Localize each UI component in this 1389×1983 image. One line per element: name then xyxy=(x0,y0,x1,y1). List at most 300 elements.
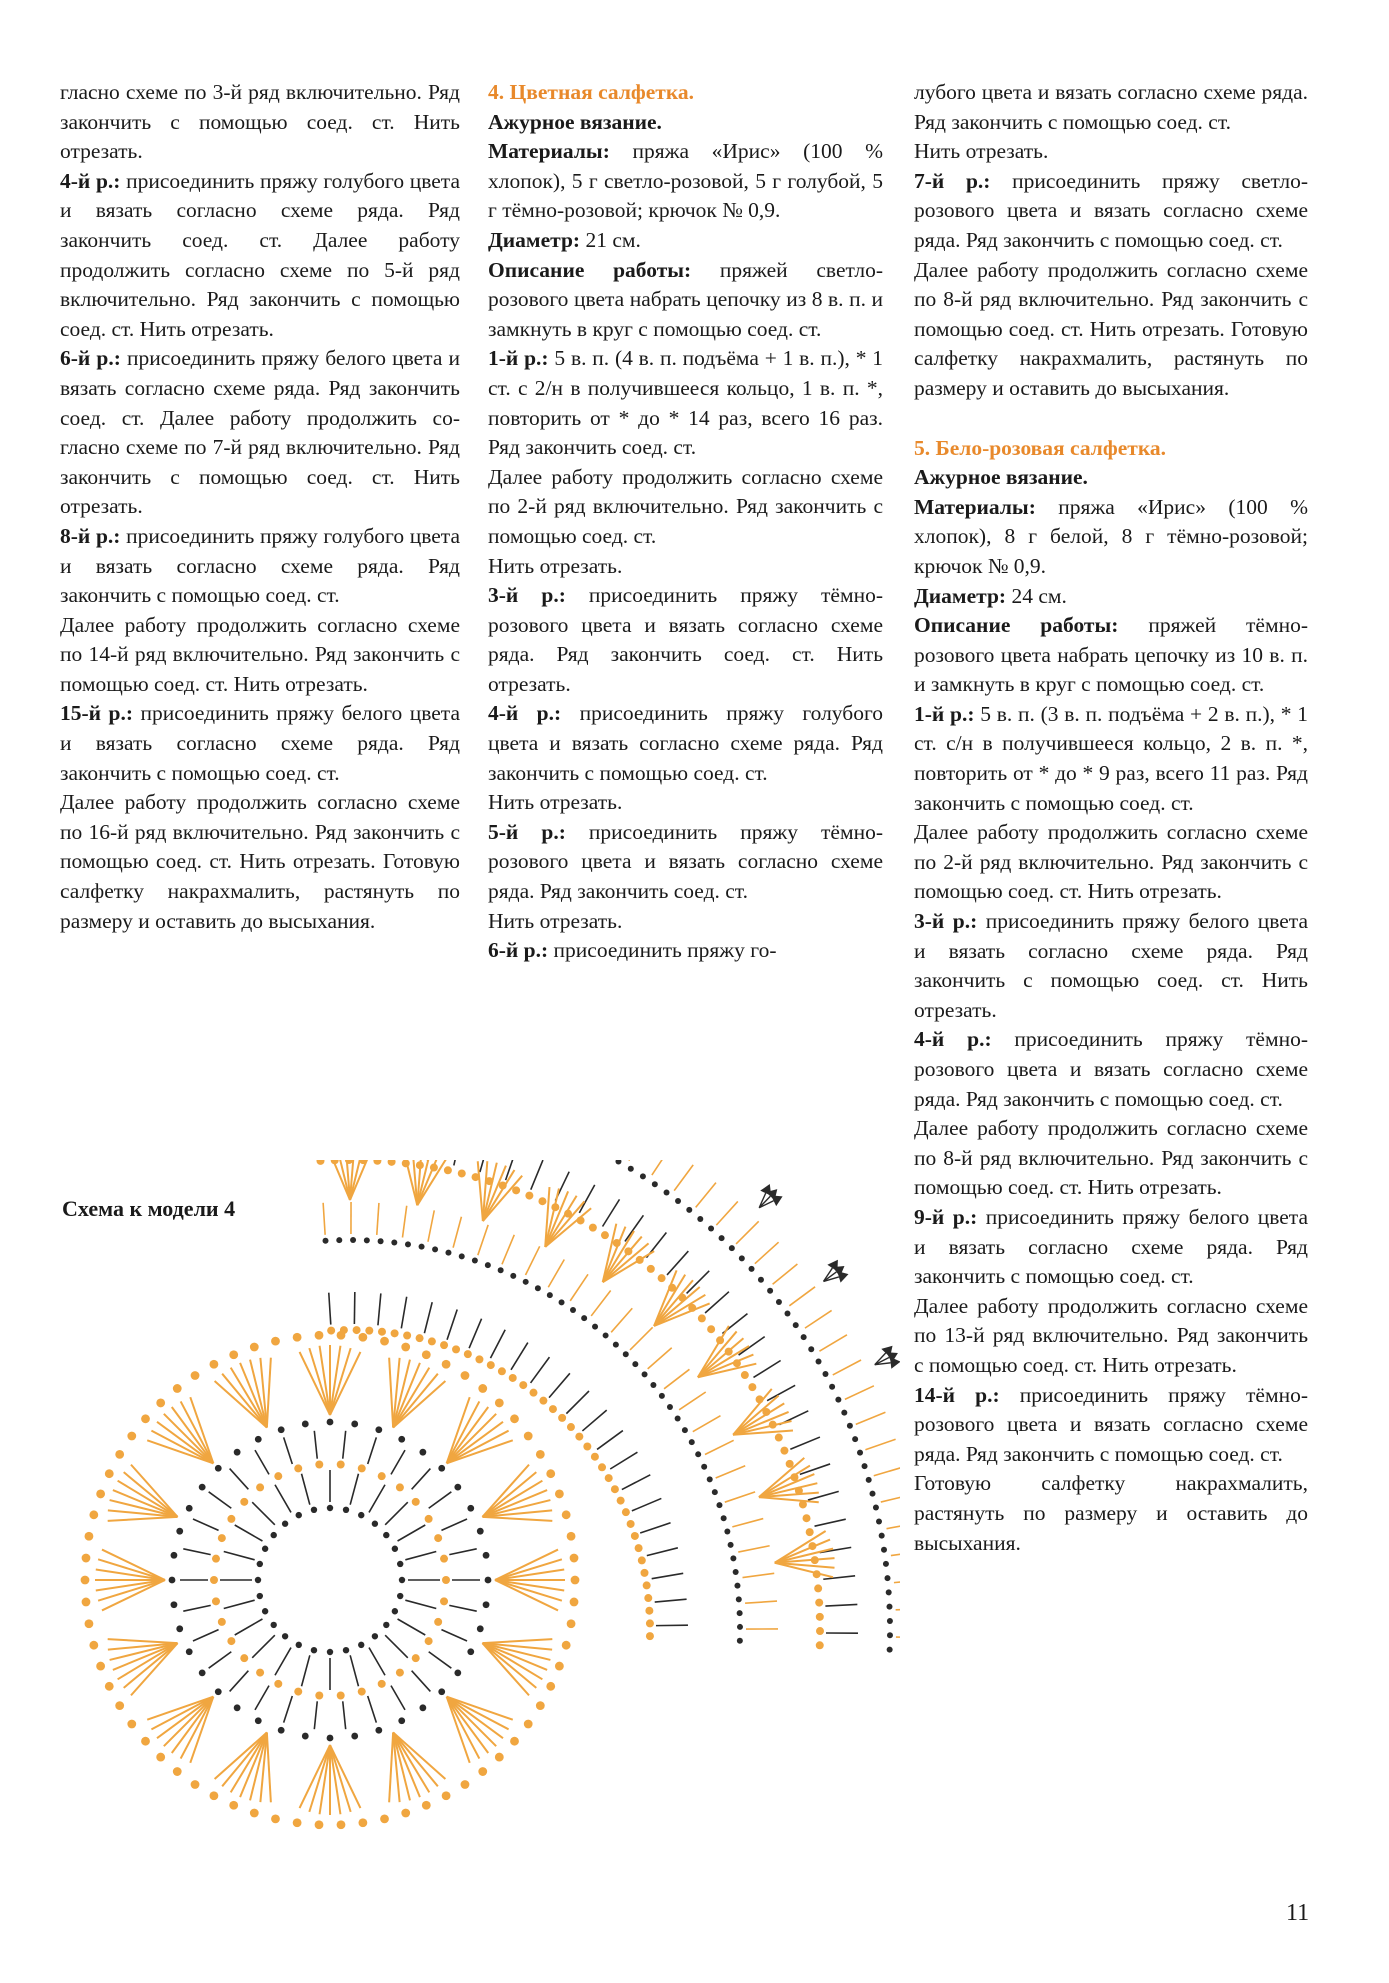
chain-stitch-dot xyxy=(536,1701,545,1710)
fan-stitch xyxy=(98,1559,165,1580)
chain-stitch-dot xyxy=(401,1343,410,1352)
chain-stitch-dot xyxy=(730,1555,736,1561)
chain-stitch-dot xyxy=(570,1598,579,1607)
stitch-line xyxy=(209,1492,232,1508)
chain-stitch-dot xyxy=(495,1399,504,1408)
paragraph-text: присоединить пряжу тёмно-розового цвета и вязать согласно схеме ряда. Ряд закончить с помощью соед. ст. xyxy=(914,1382,1308,1466)
stitch-line xyxy=(252,1502,275,1525)
stitch-line xyxy=(449,1605,476,1611)
chain-stitch-dot xyxy=(262,1608,268,1614)
chain-stitch-dot xyxy=(627,1520,635,1528)
chain-stitch-dot xyxy=(296,1512,302,1518)
stitch-line xyxy=(526,1246,540,1275)
stitch-line xyxy=(302,1474,310,1505)
fan-stitch xyxy=(482,1639,552,1643)
page-number: 11 xyxy=(1286,1900,1310,1926)
fan-stitch xyxy=(172,1697,214,1753)
stitch-line xyxy=(255,1450,269,1474)
chain-stitch-dot xyxy=(250,1809,259,1818)
chain-stitch-dot xyxy=(708,1225,714,1231)
chain-stitch-dot xyxy=(327,1649,333,1655)
paragraph xyxy=(488,552,883,582)
fan-stitch xyxy=(545,1196,576,1247)
stitch-line xyxy=(385,1502,408,1525)
chain-stitch-dot xyxy=(323,1238,329,1244)
chain-stitch-dot xyxy=(399,1577,405,1583)
fan-stitch xyxy=(215,1732,267,1779)
paragraph-text: присоединить пряжу тёмно-розового цвета и вязать согласно схеме ряда. Ряд закончить соед. ст. xyxy=(488,819,883,904)
paragraph xyxy=(488,581,883,699)
stitch-line xyxy=(490,1330,505,1358)
fan-stitch xyxy=(164,1414,213,1463)
chain-stitch-dot xyxy=(432,1246,438,1252)
chain-stitch-dot xyxy=(337,1692,345,1700)
chain-stitch-dot xyxy=(658,1274,666,1282)
chain-stitch-dot xyxy=(212,1597,220,1605)
chain-stitch-dot xyxy=(191,1780,200,1789)
chain-stitch-dot xyxy=(358,1464,366,1472)
chain-stitch-dot xyxy=(642,1371,648,1377)
chain-stitch-dot xyxy=(256,1669,264,1677)
chain-stitch-dot xyxy=(601,1231,609,1239)
paragraph xyxy=(488,907,883,937)
stitch-line xyxy=(833,1360,861,1375)
chain-stitch-dot xyxy=(440,1555,448,1563)
stitch-line xyxy=(789,1287,815,1306)
chain-stitch-dot xyxy=(675,1415,681,1421)
stitch-line xyxy=(640,1523,670,1533)
stitch-line xyxy=(252,1635,275,1658)
chain-stitch-dot xyxy=(866,1477,872,1483)
stitch-line xyxy=(429,1652,452,1668)
fan-stitch xyxy=(215,1381,267,1428)
chain-stitch-dot xyxy=(767,1288,773,1294)
stitch-line xyxy=(511,1343,528,1370)
stitch-line xyxy=(716,1466,746,1478)
chain-stitch-dot xyxy=(483,1601,490,1608)
stitch-line xyxy=(391,1450,405,1474)
paragraph-text: Далее работу продолжить согласно схеме по 14-й ряд включительно. Ряд закончить с помощью соед. ст. Нить отрезать. xyxy=(60,612,460,696)
stitch-line xyxy=(377,1203,379,1235)
chain-stitch-dot xyxy=(510,1273,516,1279)
chain-stitch-dot xyxy=(412,1498,420,1506)
stitch-line xyxy=(819,1335,847,1351)
chain-stitch-dot xyxy=(786,1460,794,1468)
chain-stitch-dot xyxy=(487,1361,495,1369)
paragraph-text: пряжей светло-розового цвета набрать цепочку из 8 в. п. и замкнуть в круг с помощью соед. ст. xyxy=(488,257,883,341)
paragraph xyxy=(914,137,1308,167)
stitch-line xyxy=(566,1391,589,1414)
stitch-line xyxy=(687,1271,710,1294)
chain-stitch-dot xyxy=(293,1818,302,1827)
fan-stitch xyxy=(447,1422,503,1464)
materials-text: пряжа «Ирис» (100 % хлопок), 8 г белой, 8 г тёмно-розовой; крючок № 0,9. xyxy=(914,494,1308,578)
chain-stitch-dot xyxy=(712,1489,718,1495)
chain-stitch-dot xyxy=(419,1704,426,1711)
stitch-line xyxy=(478,1225,488,1255)
chain-stitch-dot xyxy=(707,1476,713,1482)
chain-stitch-dot xyxy=(748,1383,756,1391)
stitch-line xyxy=(696,1183,716,1208)
section-title: 4. Цветная салфетка. xyxy=(488,80,695,104)
chain-stitch-dot xyxy=(615,1160,621,1164)
chain-stitch-dot xyxy=(567,1423,575,1431)
chain-stitch-dot xyxy=(464,1350,472,1358)
paragraph xyxy=(488,818,883,907)
chain-stitch-dot xyxy=(212,1555,220,1563)
stitch-line xyxy=(343,1431,346,1459)
chain-stitch-dot xyxy=(749,1266,755,1272)
stitch-line xyxy=(679,1392,706,1410)
chain-stitch-dot xyxy=(392,1546,398,1552)
chain-stitch-dot xyxy=(724,1529,730,1535)
chain-stitch-dot xyxy=(483,1552,490,1559)
stitch-line xyxy=(815,1519,846,1526)
row-label: 4-й р.: xyxy=(60,168,121,193)
chain-stitch-dot xyxy=(454,1484,461,1491)
stitch-line xyxy=(582,1410,606,1431)
chain-stitch-dot xyxy=(721,1515,727,1521)
diameter-text: 24 см. xyxy=(1006,583,1067,608)
chain-stitch-dot xyxy=(199,1484,206,1491)
chain-stitch-dot xyxy=(622,1508,630,1516)
chain-stitch-dot xyxy=(603,1332,609,1338)
chain-stitch-dot xyxy=(535,1285,541,1291)
chain-stitch-dot xyxy=(652,1181,658,1187)
chain-stitch-dot xyxy=(416,1334,424,1342)
stitch-line xyxy=(424,1302,432,1333)
chain-stitch-dot xyxy=(127,1432,136,1441)
paragraph-text: присоединить пряжу белого цвета и вязать согласно схеме ряда. Ряд закончить с помощью соед. ст. xyxy=(914,1204,1309,1289)
stitch-line xyxy=(368,1696,377,1723)
chain-stitch-dot xyxy=(495,1753,504,1762)
stitch-line xyxy=(224,1600,255,1608)
stitch-line xyxy=(209,1652,232,1668)
stitch-line xyxy=(743,1573,775,1577)
stitch-line xyxy=(255,1686,269,1710)
chain-stitch-dot xyxy=(741,1371,749,1379)
paragraph xyxy=(914,1025,1308,1114)
paragraph xyxy=(914,78,1308,137)
stitch-line xyxy=(412,1671,431,1692)
chain-stitch-dot xyxy=(169,1577,176,1584)
stitch-line xyxy=(284,1437,293,1464)
paragraph xyxy=(488,788,883,818)
chain-stitch-dot xyxy=(523,1279,529,1285)
chain-stitch-dot xyxy=(478,1767,487,1776)
chain-stitch-dot xyxy=(274,1680,282,1688)
chain-stitch-dot xyxy=(398,1436,405,1443)
paragraph xyxy=(914,1292,1308,1381)
chain-stitch-dot xyxy=(862,1463,868,1469)
row-label: 15-й р.: xyxy=(60,701,134,726)
chain-stitch-dot xyxy=(141,1737,150,1746)
chain-stitch-dot xyxy=(716,1502,722,1508)
chain-stitch-dot xyxy=(689,1439,695,1445)
chain-stitch-dot xyxy=(250,1343,259,1352)
chain-stitch-dot xyxy=(397,1561,403,1567)
chain-stitch-dot xyxy=(422,1350,431,1359)
chain-stitch-dot xyxy=(425,1637,433,1645)
stitch-line xyxy=(693,1416,721,1432)
chain-stitch-dot xyxy=(340,1326,348,1334)
chain-stitch-dot xyxy=(645,1607,653,1615)
chain-stitch-dot xyxy=(398,1717,405,1724)
chain-stitch-dot xyxy=(358,1333,367,1342)
chain-stitch-dot xyxy=(127,1720,136,1729)
chain-stitch-dot xyxy=(644,1594,652,1602)
chain-stitch-dot xyxy=(383,1532,389,1538)
chain-stitch-dot xyxy=(171,1552,178,1559)
paragraph-text: Далее работу продолжить согласно схеме по 13-й ряд включительно. Ряд закончить с помощью соед. ст. Нить отрезать. xyxy=(914,1293,1308,1377)
picot-stem xyxy=(759,1196,770,1207)
chain-stitch-dot xyxy=(282,1633,288,1639)
chain-stitch-dot xyxy=(776,1299,782,1305)
stitch-line xyxy=(630,1327,653,1350)
stitch-line xyxy=(632,1498,661,1510)
chain-stitch-dot xyxy=(478,1384,487,1393)
stitch-line xyxy=(275,1648,291,1676)
fan-stitch xyxy=(108,1517,178,1521)
stitch-line xyxy=(429,1492,452,1508)
chain-stitch-dot xyxy=(816,1627,824,1635)
stitch-line xyxy=(549,1373,570,1397)
chain-stitch-dot xyxy=(646,1619,654,1627)
chain-stitch-dot xyxy=(392,1608,398,1614)
chain-stitch-dot xyxy=(257,1561,263,1567)
paragraph-text: Далее работу продолжить согласно схеме по 2-й ряд включительно. Ряд закончить с помощью соед. ст. xyxy=(488,464,883,548)
chain-stitch-dot xyxy=(664,1190,670,1196)
chain-stitch-dot xyxy=(822,1371,828,1377)
stitch-line xyxy=(570,1274,588,1301)
stitch-line xyxy=(597,1431,623,1450)
chain-stitch-dot xyxy=(485,1577,492,1584)
paragraph-text: лубого цвета и вязать согласно схеме ряда. Ряд закончить с помощью соед. ст. xyxy=(914,80,1308,134)
chain-stitch-dot xyxy=(419,1244,425,1250)
chain-stitch-dot xyxy=(327,1419,334,1426)
chain-stitch-dot xyxy=(218,1618,226,1626)
chain-stitch-dot xyxy=(559,1299,565,1305)
chain-stitch-dot xyxy=(327,1505,333,1511)
chain-stitch-dot xyxy=(605,1474,613,1482)
chain-stitch-dot xyxy=(524,1432,533,1441)
diameter xyxy=(488,226,883,256)
chain-stitch-dot xyxy=(638,1556,646,1564)
materials-label: Материалы: xyxy=(488,139,610,164)
chain-stitch-dot xyxy=(737,1624,743,1630)
chain-stitch-dot xyxy=(524,1720,533,1729)
paragraph-text: присоединить пряжу голубого цвета и вязать согласно схеме ряда. Ряд закончить с помощью соед. ст. xyxy=(488,701,883,785)
paragraph xyxy=(60,344,460,522)
stitch-line xyxy=(405,1552,436,1560)
section-subtitle: Ажурное вязание. xyxy=(914,465,1088,490)
chain-stitch-dot xyxy=(485,1262,491,1268)
paragraph xyxy=(914,907,1308,1025)
chain-stitch-dot xyxy=(302,1733,309,1740)
chain-stitch-dot xyxy=(96,1662,105,1671)
chain-stitch-dot xyxy=(461,1780,470,1789)
chain-stitch-dot xyxy=(659,1393,665,1399)
chain-stitch-dot xyxy=(719,1235,725,1241)
chain-stitch-dot xyxy=(315,1331,324,1340)
chain-stitch-dot xyxy=(852,1436,858,1442)
chain-stitch-dot xyxy=(467,1648,474,1655)
chain-stitch-dot xyxy=(176,1625,183,1632)
chain-stitch-dot xyxy=(562,1641,571,1650)
paragraph xyxy=(914,818,1308,907)
chain-stitch-dot xyxy=(509,1374,517,1382)
chain-stitch-dot xyxy=(294,1464,302,1472)
chain-stitch-dot xyxy=(296,1642,302,1648)
chain-stitch-dot xyxy=(336,1237,342,1243)
chain-stitch-dot xyxy=(365,1327,373,1335)
stitch-line xyxy=(725,1492,755,1502)
chain-stitch-dot xyxy=(428,1337,436,1345)
chain-stitch-dot xyxy=(380,1337,389,1346)
chain-stitch-dot xyxy=(682,1427,688,1433)
chain-stitch-dot xyxy=(271,1337,280,1346)
chain-stitch-dot xyxy=(256,1483,264,1491)
stitch-line xyxy=(350,1474,358,1505)
stitch-line xyxy=(385,1635,408,1658)
chain-stitch-dot xyxy=(510,1414,519,1423)
chain-stitch-dot xyxy=(191,1371,200,1380)
chain-stitch-dot xyxy=(372,1521,378,1527)
chain-stitch-dot xyxy=(571,1576,580,1585)
stitch-line xyxy=(343,1701,346,1729)
paragraph-text: Далее работу продолжить согласно схеме по 8-й ряд включительно. Ряд закончить с помощью соед. ст. Нить отрезать. xyxy=(914,1116,1308,1200)
chain-stitch-dot xyxy=(589,1224,597,1232)
chain-stitch-dot xyxy=(240,1498,248,1506)
paragraph-text: пряжей тёмно-розового цвета набрать цепочку из 10 в. п. и замкнуть в круг с помощью соед. ст. xyxy=(914,613,1308,697)
row-label: 8-й р.: xyxy=(60,523,121,548)
chain-stitch-dot xyxy=(816,1641,824,1649)
chain-stitch-dot xyxy=(454,1669,461,1676)
diameter-label: Диаметр: xyxy=(914,583,1007,608)
paragraph-text: присоединить пряжу белого цвета и вязать согласно схеме ряда. Ряд закончить соед. ст. Далее работу продолжить согласно схеме по 7-й ряд включительно. Ряд закончить с помощью соед. ст. Нить отрезать. xyxy=(60,346,460,519)
chain-stitch-dot xyxy=(835,1397,841,1403)
chain-stitch-dot xyxy=(425,1515,433,1523)
fan-stitch xyxy=(482,1517,552,1521)
fan-stitch xyxy=(447,1697,503,1739)
stitch-line xyxy=(745,1601,777,1603)
chain-stitch-dot xyxy=(278,1727,285,1734)
paragraph-text: присоединить пряжу го- xyxy=(548,938,777,963)
section-title: 5. Бело-розовая салфетка. xyxy=(914,435,1167,460)
chain-stitch-dot xyxy=(816,1359,822,1365)
chain-stitch-dot xyxy=(536,1450,545,1459)
row-label: 1-й р.: xyxy=(914,701,975,726)
chain-stitch-dot xyxy=(405,1241,411,1247)
paragraph-text: Нить отрезать. xyxy=(488,790,623,815)
chain-stitch-dot xyxy=(442,1360,451,1369)
chain-stitch-dot xyxy=(85,1532,94,1541)
section-subtitle: Ажурное вязание. xyxy=(488,109,662,134)
chain-stitch-dot xyxy=(808,1346,814,1352)
fan-stitch xyxy=(482,1465,529,1517)
chain-stitch-dot xyxy=(829,1384,835,1390)
stitch-line xyxy=(548,1260,564,1288)
chain-stitch-dot xyxy=(458,1169,466,1177)
chain-stitch-dot xyxy=(403,1331,411,1339)
chain-stitch-dot xyxy=(886,1589,892,1595)
stitch-line xyxy=(398,1619,426,1635)
chain-stitch-dot xyxy=(396,1483,404,1491)
stitch-line xyxy=(652,1160,670,1175)
chain-stitch-dot xyxy=(85,1619,94,1628)
chain-stitch-dot xyxy=(293,1333,302,1342)
stitch-line xyxy=(881,1495,900,1502)
stitch-line xyxy=(705,1292,729,1313)
stitch-line xyxy=(428,1210,434,1241)
chain-stitch-dot xyxy=(82,1598,91,1607)
paragraph xyxy=(60,699,460,788)
chain-stitch-dot xyxy=(873,1505,879,1511)
chain-stitch-dot xyxy=(876,1519,882,1525)
paragraph-text: Далее работу продолжить согласно схеме по 2-й ряд включительно. Ряд закончить с помощью соед. ст. Нить отрезать. xyxy=(914,820,1308,904)
row-label: 4-й р.: xyxy=(914,1027,992,1052)
fan-stitch xyxy=(447,1697,496,1746)
chain-stitch-dot xyxy=(739,1255,745,1261)
chain-stitch-dot xyxy=(227,1637,235,1645)
chain-stitch-dot xyxy=(227,1515,235,1523)
picot-triangle xyxy=(837,1271,848,1283)
chain-stitch-dot xyxy=(396,1669,404,1677)
stitch-line xyxy=(405,1600,436,1608)
materials xyxy=(488,137,883,226)
fan-stitch xyxy=(733,1403,784,1434)
stitch-line xyxy=(368,1437,377,1464)
chain-stitch-dot xyxy=(364,1237,370,1243)
chain-stitch-dot xyxy=(803,1514,811,1522)
chain-stitch-dot xyxy=(583,1443,591,1451)
stitch-line xyxy=(302,1655,310,1686)
fan-stitch xyxy=(309,1348,330,1415)
stitch-line xyxy=(369,1648,385,1676)
chain-stitch-dot xyxy=(647,1265,655,1273)
chain-stitch-dot xyxy=(775,1434,783,1442)
chain-stitch-dot xyxy=(562,1510,571,1519)
chain-stitch-dot xyxy=(547,1292,553,1298)
chain-stitch-dot xyxy=(442,1791,451,1800)
chain-stitch-dot xyxy=(592,1324,598,1330)
chain-stitch-dot xyxy=(650,1382,656,1388)
stitch-line xyxy=(767,1385,795,1400)
chain-stitch-dot xyxy=(445,1250,451,1256)
chain-stitch-dot xyxy=(315,1460,323,1468)
stitch-line xyxy=(275,1485,291,1513)
chain-stitch-dot xyxy=(598,1463,606,1471)
fan-stitch xyxy=(447,1407,489,1463)
stitch-line xyxy=(193,1519,219,1530)
chain-stitch-dot xyxy=(510,1737,519,1746)
stitch-line xyxy=(314,1701,317,1729)
paragraph xyxy=(488,936,883,966)
chain-stitch-dot xyxy=(643,1581,651,1589)
fan-stitch xyxy=(447,1414,496,1463)
chain-stitch-dot xyxy=(255,1577,261,1583)
fan-stitch xyxy=(389,1732,393,1802)
chain-stitch-dot xyxy=(337,1820,346,1829)
chain-stitch-dot xyxy=(434,1534,442,1542)
chain-stitch-dot xyxy=(89,1510,98,1519)
stitch-line xyxy=(183,1549,210,1555)
chain-stitch-dot xyxy=(199,1669,206,1676)
fan-stitch xyxy=(131,1465,178,1517)
chain-stitch-dot xyxy=(887,1632,893,1638)
diameter-label: Диаметр: xyxy=(488,227,581,252)
paragraph xyxy=(488,256,883,345)
